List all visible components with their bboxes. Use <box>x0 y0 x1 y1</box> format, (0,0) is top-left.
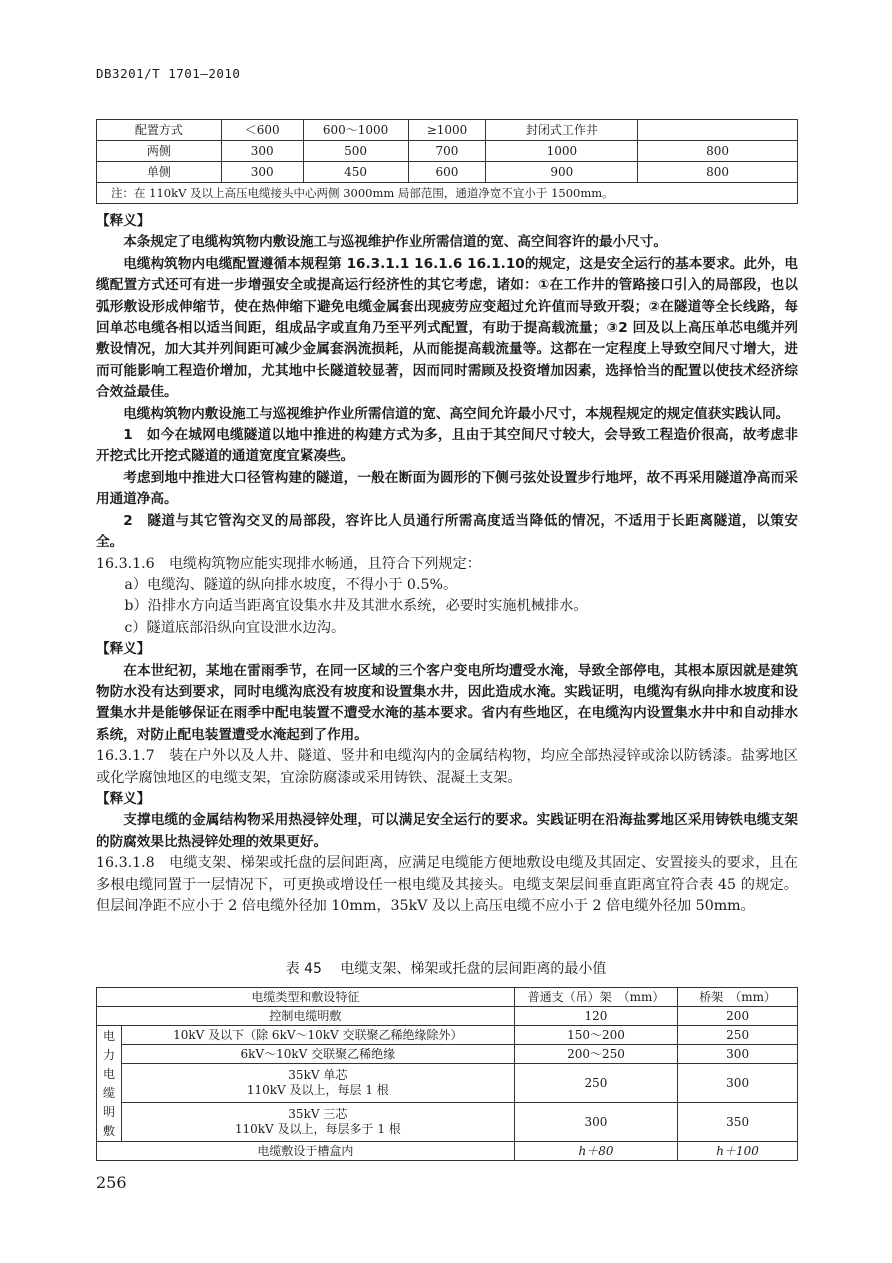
section-heading: 【释义】 <box>96 790 151 807</box>
table-cell: 200 <box>678 1007 798 1026</box>
table-row <box>97 1142 798 1161</box>
table-cell: 600～1000 <box>303 120 408 141</box>
table-cell: 500 <box>303 141 408 162</box>
table-cell: 800 <box>638 141 798 162</box>
paragraph: 1 如今在城网电缆隧道以地中推进的构建方式为多，且由于其空间尺寸较大，会导致工程造价很高，故考虑非开挖式比开挖式隧道的通道宽度宜紧凑些。 <box>96 427 798 465</box>
table-cell: h＋80 <box>514 1142 678 1161</box>
table-row <box>97 141 798 162</box>
table-cell: 35kV 三芯 110kV 及以上，每层多于 1 根 <box>121 1103 514 1142</box>
table-cell: 800 <box>638 162 798 183</box>
document-body <box>96 211 798 917</box>
table-cell: 300 <box>514 1103 678 1142</box>
paragraph: 电缆构筑物内敷设施工与巡视维护作业所需信道的宽、高空间允许最小尺寸，本规程规定的规定值获实践认同。 <box>123 405 790 422</box>
section-heading: 【释义】 <box>96 641 151 658</box>
table-row <box>97 1103 798 1142</box>
table-cell: 120 <box>514 1007 678 1026</box>
table-cell: 700 <box>408 141 486 162</box>
section-heading: 【释义】 <box>96 213 151 229</box>
channel-width-table <box>96 119 798 204</box>
table-row <box>97 1064 798 1103</box>
table-cell: h＋100 <box>678 1142 798 1161</box>
power-cable-label-text: 电 力 电 缆 明 敷 <box>102 1028 115 1138</box>
table-cell: 1000 <box>486 141 638 162</box>
table-cell: 250 <box>678 1026 798 1045</box>
table-cell: 900 <box>486 162 638 183</box>
clause: 16.3.1.8 电缆支架、梯架或托盘的层间距离，应满足电缆能方便地敷设电缆及其固定、安置接头的要求，且在多根电缆同置于一层情况下，可更换或增设任一根电缆及其接头。电缆支架层间垂直距离宜符合表 45 的规定。但层间净距不应小于 2 倍电缆外径加 10mm，35kV 及以上高压电缆不应小于 2 倍电缆外径加 50mm。 <box>96 855 798 914</box>
table-cell: ＜600 <box>221 120 303 141</box>
power-cable-label <box>97 1026 122 1142</box>
table-cell: 350 <box>678 1103 798 1142</box>
table-cell: 200～250 <box>514 1045 678 1064</box>
table-cell: 35kV 单芯 110kV 及以上，每层 1 根 <box>121 1064 514 1103</box>
table-cell: 两侧 <box>97 141 222 162</box>
table-cell: 电缆类型和敷设特征 <box>97 988 515 1007</box>
table-row <box>97 1007 798 1026</box>
table-cell: 单侧 <box>97 162 222 183</box>
paragraph: 支撑电缆的金属结构物采用热浸锌处理，可以满足安全运行的要求。实践证明在沿海盐雾地区采用铸铁电缆支架的防腐效果比热浸锌处理的效果更好。 <box>96 812 798 850</box>
clause: 16.3.1.7 装在户外以及人井、隧道、竖井和电缆沟内的金属结构物，均应全部热浸锌或涂以防锈漆。盐雾地区或化学腐蚀地区的电缆支架，宜涂防腐漆或采用铸铁、混凝土支架。 <box>96 748 798 786</box>
paragraph: 在本世纪初，某地在雷雨季节，在同一区域的三个客户变电所均遭受水淹，导致全部停电，其根本原因就是建筑物防水没有达到要求，同时电缆沟底没有坡度和设置集水井，因此造成水淹。实践证明，电缆沟有纵向排水坡度和设置集水井是能够保证在雨季中配电装置不遭受水淹的基本要求。省内有些地区，在电缆沟内设置集水井中和自动排水系统，对防止配电装置遭受水淹起到了作用。 <box>96 662 798 743</box>
table-row <box>97 1026 798 1045</box>
table-cell: 300 <box>221 162 303 183</box>
table-cell: 250 <box>514 1064 678 1103</box>
table-cell <box>638 120 798 141</box>
paragraph: 本条规定了电缆构筑物内敷设施工与巡视维护作业所需信道的宽、高空间容许的最小尺寸。 <box>123 234 667 251</box>
paragraph: 电缆构筑物内电缆配置遵循本规程第 16.3.1.1 16.1.6 16.1.10的规定，这是安全运行的基本要求。此外，电缆配置方式还可有进一步增强安全或提高运行经济性的其它考虑，诸如：①在工作井的管路接口引入的局部段，也以弧形敷设形成伸缩节，使在热伸缩下避免电缆金属套出现疲劳应变超过允许值而导致开裂；②在隧道等全长线路，每回单芯电缆各相以适当间距，组成品字或直角乃至平列式配置，有助于提高载流量；③2 回及以上高压单芯电缆并列敷设情况，加大其并列间距可减少金属套涡流损耗，从而能提高载流量等。这都在一定程度上导致空间尺寸增大，进而可能影响工程造价增加，尤其地中长隧道较显著，因而同时需顾及投资增加因素，选择恰当的配置以使技术经济综合效益最佳。 <box>96 255 798 401</box>
table-header-row <box>97 120 798 141</box>
table-cell: 电缆敷设于槽盒内 <box>97 1142 515 1161</box>
page-number: 256 <box>96 1173 127 1192</box>
table-cell: 控制电缆明敷 <box>97 1007 515 1026</box>
clause-item: c）隧道底部沿纵向宜设泄水边沟。 <box>124 619 346 636</box>
table-cell: 300 <box>678 1045 798 1064</box>
clause-item: b）沿排水方向适当距离宜设集水井及其泄水系统，必要时实施机械排水。 <box>124 598 588 615</box>
table-row <box>97 1045 798 1064</box>
table-note-row <box>97 183 798 204</box>
table-cell: 300 <box>221 141 303 162</box>
table-cell: 配置方式 <box>97 120 222 141</box>
clause: 16.3.1.6 电缆构筑物应能实现排水畅通，且符合下列规定： <box>96 555 481 572</box>
table-cell: 150～200 <box>514 1026 678 1045</box>
document-code: DB3201/T 1701—2010 <box>96 66 241 81</box>
table-cell: 封闭式工作井 <box>486 120 638 141</box>
clause-item: a）电缆沟、隧道的纵向排水坡度，不得小于 0.5%。 <box>124 576 458 593</box>
table-cell: 300 <box>678 1064 798 1103</box>
table-cell: 600 <box>408 162 486 183</box>
table-cell: 6kV～10kV 交联聚乙稀绝缘 <box>121 1045 514 1064</box>
table-cell: 桥架 （mm） <box>678 988 798 1007</box>
table-header-row <box>97 988 798 1007</box>
paragraph: 考虑到地中推进大口径管构建的隧道，一般在断面为圆形的下侧弓弦处设置步行地坪，故不再采用隧道净高而采用通道净高。 <box>96 469 798 508</box>
table-caption: 表 45 电缆支架、梯架或托盘的层间距离的最小值 <box>285 961 607 977</box>
paragraph: 2 隧道与其它管沟交叉的局部段，容许比人员通行所需高度适当降低的情况，不适用于长距离隧道，以策安全。 <box>96 512 798 551</box>
table-cell: 450 <box>303 162 408 183</box>
table-row <box>97 162 798 183</box>
table-cell: 普通支（吊）架 （mm） <box>514 988 678 1007</box>
table-cell: ≥1000 <box>408 120 486 141</box>
table-note: 注：在 110kV 及以上高压电缆接头中心两侧 3000mm 局部范围，通道净宽不宜小于 1500mm。 <box>97 183 798 204</box>
table-cell: 10kV 及以下（除 6kV～10kV 交联聚乙稀绝缘除外） <box>121 1026 514 1045</box>
table-45 <box>96 987 798 1161</box>
